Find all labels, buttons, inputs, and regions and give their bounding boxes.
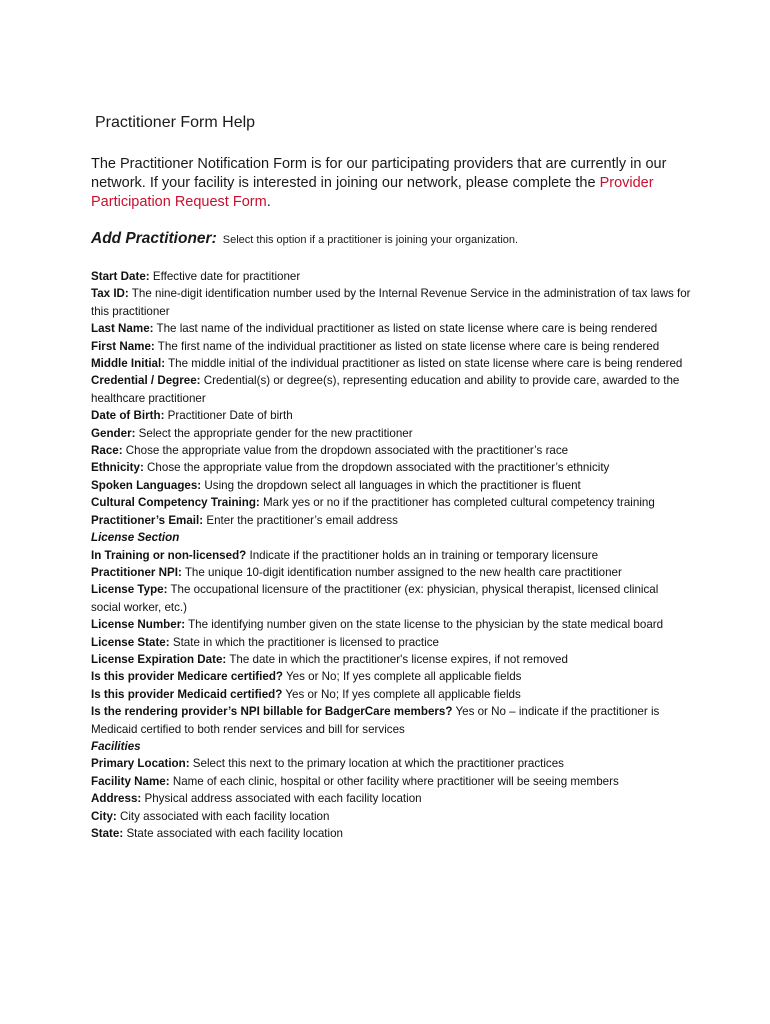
definition-description: State in which the practitioner is licensed to practice bbox=[169, 635, 439, 649]
definition-item bbox=[91, 581, 691, 616]
intro-paragraph bbox=[91, 155, 691, 212]
definition-item bbox=[91, 808, 691, 825]
definition-term: Credential / Degree: bbox=[91, 374, 201, 388]
definition-description: Using the dropdown select all languages in which the practitioner is fluent bbox=[201, 478, 581, 492]
definition-item bbox=[91, 564, 691, 581]
definition-term: Is this provider Medicare certified? bbox=[91, 670, 283, 684]
definition-term: Address: bbox=[91, 792, 142, 806]
definition-term: Cultural Competency Training: bbox=[91, 496, 260, 510]
definition-description: Yes or No; If yes complete all applicable fields bbox=[282, 687, 521, 701]
definition-item bbox=[91, 355, 691, 372]
definition-term: License State: bbox=[91, 635, 170, 649]
definition-item bbox=[91, 442, 691, 459]
definition-item bbox=[91, 268, 691, 285]
definition-description: Credential(s) or degree(s), representing education and ability to provide care, awarded to the healthcare practitioner bbox=[91, 374, 680, 405]
definition-description: The date in which the practitioner's license expires, if not removed bbox=[226, 652, 568, 666]
definition-term: In Training or non-licensed? bbox=[91, 548, 247, 562]
section-heading: License Section bbox=[91, 531, 180, 545]
definition-term: Gender: bbox=[91, 426, 136, 440]
definition-item bbox=[91, 320, 691, 337]
definition-description: The unique 10-digit identification number assigned to the new health care practitioner bbox=[181, 565, 622, 579]
definition-description: Practitioner Date of birth bbox=[164, 409, 293, 423]
definition-description: Effective date for practitioner bbox=[149, 270, 301, 283]
definition-item bbox=[91, 686, 691, 703]
definition-item bbox=[91, 703, 691, 738]
definition-description: Mark yes or no if the practitioner has completed cultural competency training bbox=[259, 496, 655, 510]
definition-item bbox=[91, 616, 691, 633]
definition-term: License Expiration Date: bbox=[91, 652, 227, 666]
definition-description: Yes or No; If yes complete all applicable fields bbox=[283, 670, 522, 684]
definition-item bbox=[91, 425, 691, 442]
definition-term: Is the rendering provider’s NPI billable for BadgerCare members? bbox=[91, 705, 453, 719]
definition-term: Primary Location: bbox=[91, 757, 190, 771]
definition-item bbox=[91, 372, 691, 407]
definition-term: Ethnicity: bbox=[91, 461, 144, 475]
definition-item bbox=[91, 668, 691, 685]
definition-term: License Type: bbox=[91, 583, 168, 597]
definition-description: State associated with each facility location bbox=[123, 827, 343, 840]
definition-term: Practitioner NPI: bbox=[91, 565, 182, 579]
definition-description: Indicate if the practitioner holds an in training or temporary licensure bbox=[246, 548, 599, 562]
definition-description: The last name of the individual practitioner as listed on state license where care is being rendered bbox=[153, 322, 658, 336]
definition-term: Race: bbox=[91, 444, 123, 458]
definition-term: Facility Name: bbox=[91, 774, 170, 788]
definition-item bbox=[91, 755, 691, 772]
definition-description: Chose the appropriate value from the dropdown associated with the practitioner’s race bbox=[122, 444, 569, 458]
definition-description: Physical address associated with each facility location bbox=[141, 792, 422, 806]
definition-description: The middle initial of the individual practitioner as listed on state license where care is being rendered bbox=[165, 357, 683, 371]
definition-term: Date of Birth: bbox=[91, 409, 165, 423]
definition-item bbox=[91, 512, 691, 529]
definition-term: Is this provider Medicaid certified? bbox=[91, 687, 283, 701]
definition-description: Name of each clinic, hospital or other facility where practitioner will be seeing members bbox=[169, 774, 619, 788]
definition-item bbox=[91, 285, 691, 320]
definition-description: Enter the practitioner’s email address bbox=[203, 513, 398, 527]
definition-term: State: bbox=[91, 827, 124, 840]
definition-description: The nine-digit identification number used by the Internal Revenue Service in the administration of tax laws for this practitioner bbox=[91, 287, 691, 318]
definition-item bbox=[91, 407, 691, 424]
definition-item bbox=[91, 547, 691, 564]
definition-description: The first name of the individual practitioner as listed on state license where care is being rendered bbox=[154, 339, 660, 353]
definition-item bbox=[91, 825, 691, 842]
intro-text: The Practitioner Notification Form is for our participating providers that are currently in our network. If your facility is interested in joining our network, please complete the bbox=[91, 156, 667, 191]
definition-item bbox=[91, 651, 691, 668]
definition-item bbox=[91, 459, 691, 476]
add-practitioner-heading: Add Practitioner: bbox=[91, 230, 217, 247]
definition-item bbox=[91, 494, 691, 511]
intro-period: . bbox=[266, 194, 271, 210]
definition-item bbox=[91, 773, 691, 790]
definition-item bbox=[91, 634, 691, 651]
page-title: Practitioner Form Help bbox=[95, 114, 256, 131]
definition-item bbox=[91, 477, 691, 494]
definition-term: City: bbox=[91, 809, 117, 823]
definition-description: The occupational licensure of the practitioner (ex: physician, physical therapist, licensed clinical social worker, etc.) bbox=[91, 583, 659, 614]
definition-item bbox=[91, 338, 691, 355]
definition-item bbox=[91, 790, 691, 807]
field-definitions-list bbox=[91, 268, 691, 842]
definition-term: Middle Initial: bbox=[91, 357, 166, 371]
definition-term: Last Name: bbox=[91, 322, 154, 336]
section-heading: Facilities bbox=[91, 739, 141, 753]
definition-description: Select this next to the primary location at which the practitioner practices bbox=[189, 757, 564, 771]
definition-description: Select the appropriate gender for the new practitioner bbox=[135, 426, 413, 440]
definition-description: Yes or No – indicate if the practitioner is Medicaid certified to both render services and bill for services bbox=[91, 705, 660, 736]
definition-term: Tax ID: bbox=[91, 287, 129, 301]
definition-term: Spoken Languages: bbox=[91, 478, 202, 492]
definition-term: Start Date: bbox=[91, 270, 150, 283]
definition-term: License Number: bbox=[91, 618, 186, 632]
definition-description: The identifying number given on the state license to the physician by the state medical board bbox=[185, 618, 664, 632]
definition-term: First Name: bbox=[91, 339, 155, 353]
provider-participation-request-form-link[interactable]: Provider Participation Request Form bbox=[91, 175, 654, 210]
add-practitioner-description: Select this option if a practitioner is joining your organization. bbox=[222, 234, 519, 246]
definition-description: City associated with each facility location bbox=[116, 809, 330, 823]
definition-term: Practitioner’s Email: bbox=[91, 513, 204, 527]
definition-description: Chose the appropriate value from the dropdown associated with the practitioner’s ethnicity bbox=[143, 461, 610, 475]
add-practitioner-row bbox=[91, 229, 711, 250]
